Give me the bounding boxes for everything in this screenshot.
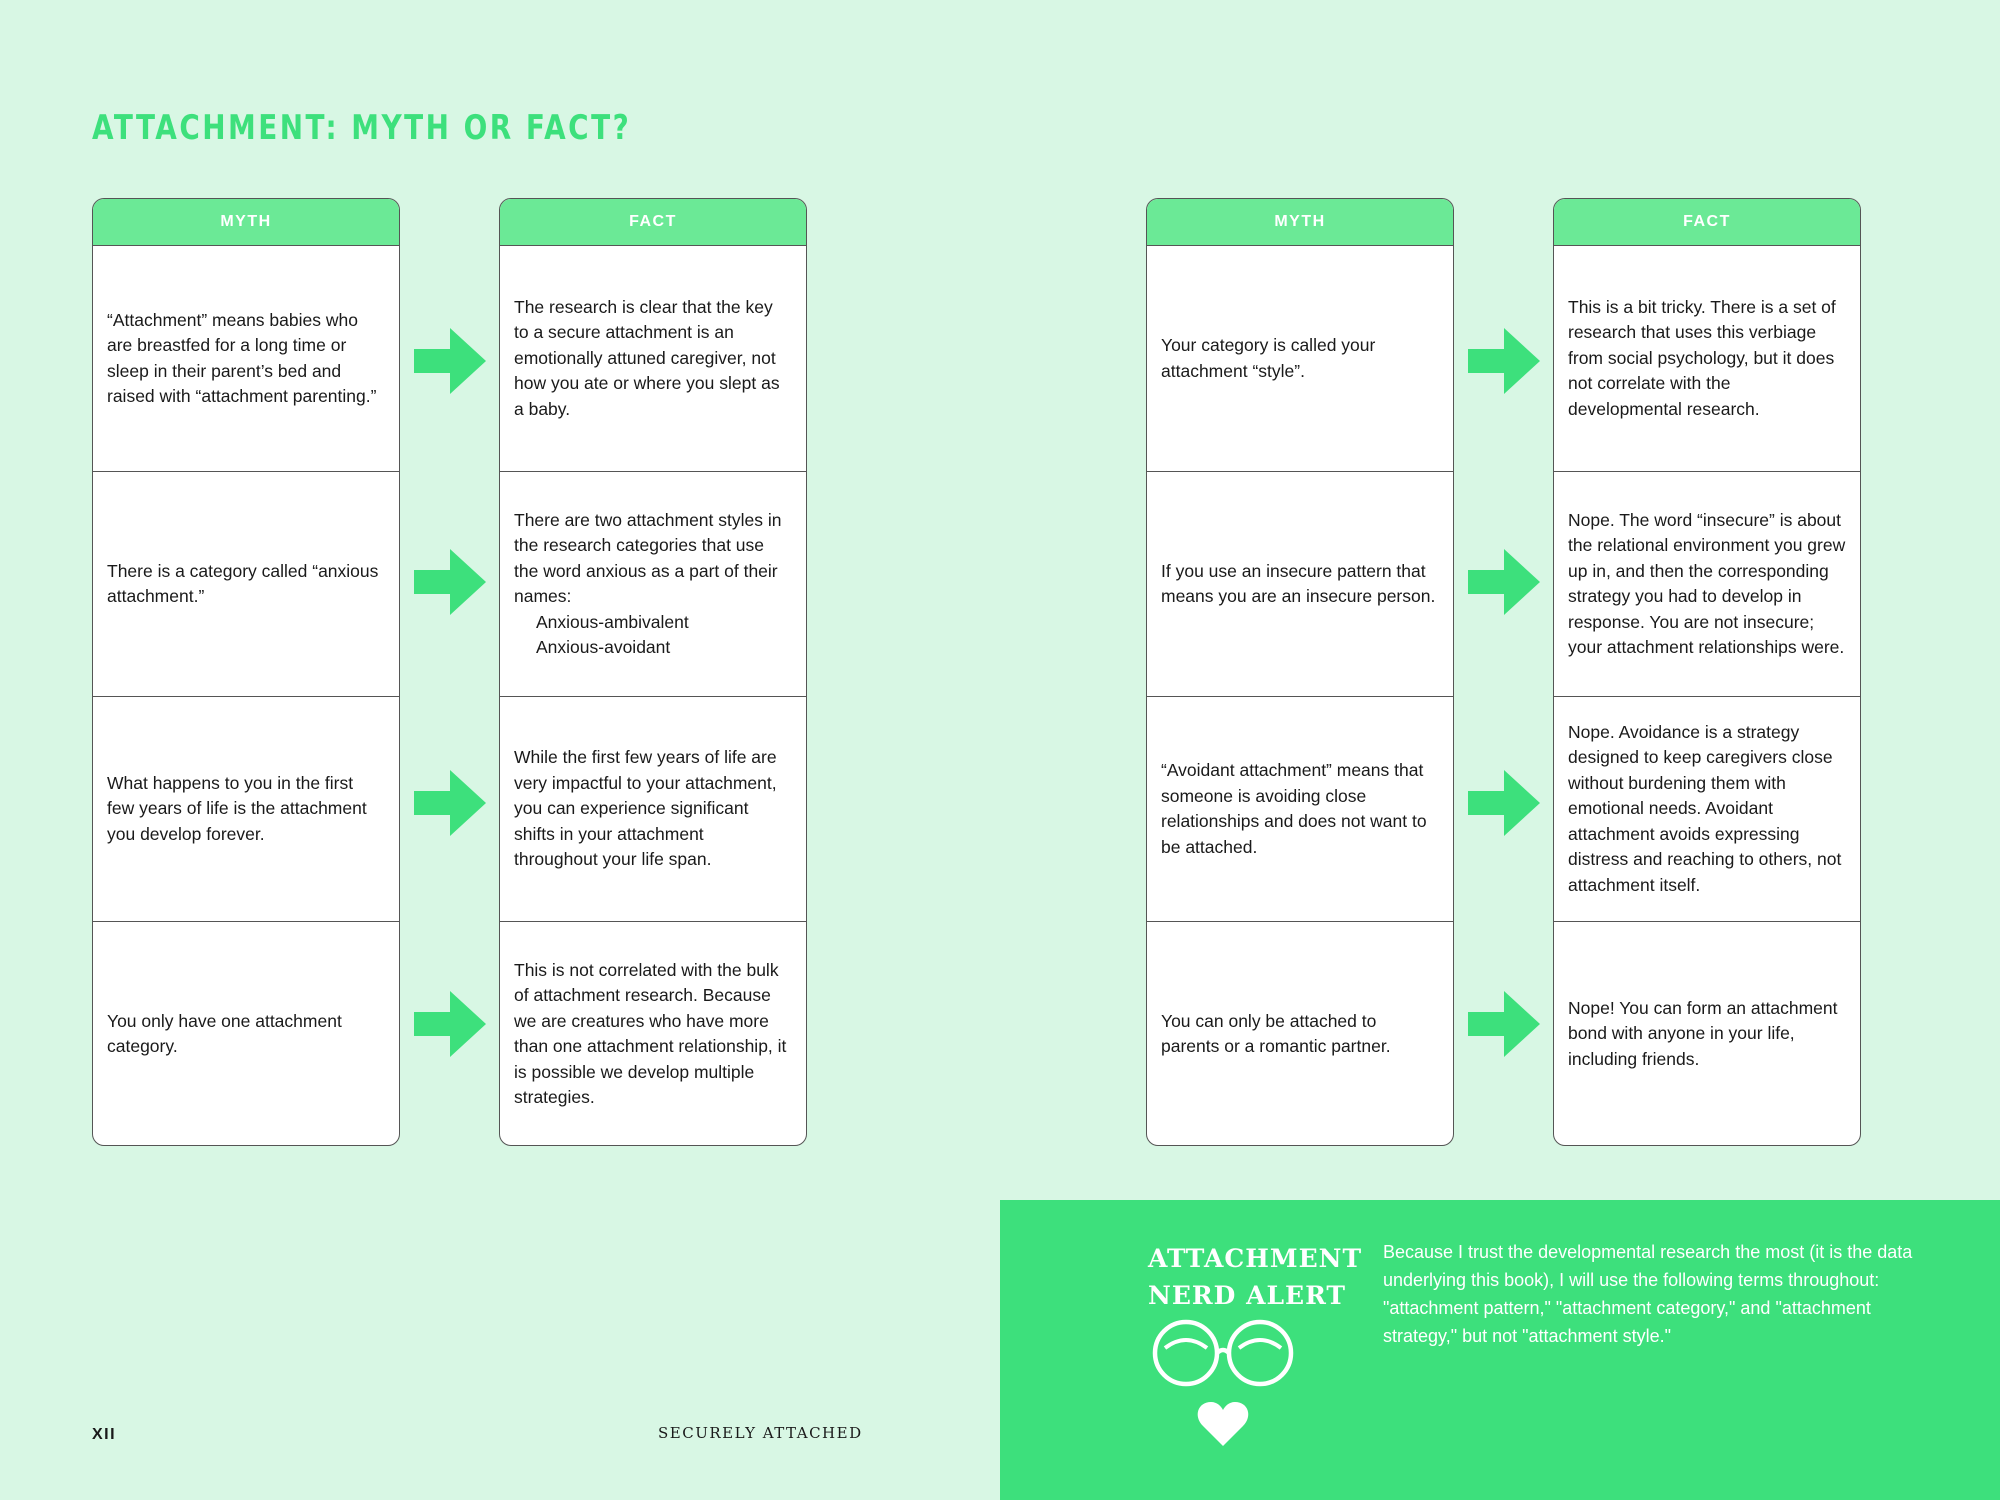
page-title: ATTACHMENT: MYTH OR FACT? bbox=[92, 108, 632, 148]
glasses-heart-icon bbox=[1148, 1318, 1300, 1448]
myth-cell bbox=[93, 696, 399, 921]
fact-text: While the first few years of life are very impactful to your attachment, you can experience significant shifts in your attachment throughout your life span. bbox=[514, 747, 777, 870]
myth-column-right bbox=[1146, 198, 1454, 1146]
fact-cell bbox=[1554, 246, 1860, 471]
myth-column-left bbox=[92, 198, 400, 1146]
fact-text: Nope. The word “insecure” is about the relational environment you grew up in, and then the corresponding strategy you had to develop in response. You are not insecure; your attachment relationships were. bbox=[1568, 509, 1846, 657]
fact-cell bbox=[500, 471, 806, 696]
myth-cell bbox=[1147, 246, 1453, 471]
right-arrow-icon bbox=[414, 988, 486, 1060]
myth-text: You can only be attached to parents or a romantic partner. bbox=[1161, 1010, 1391, 1056]
fact-header: FACT bbox=[500, 199, 806, 246]
myth-text: If you use an insecure pattern that means you are an insecure person. bbox=[1161, 560, 1436, 606]
myth-text: What happens to you in the first few years of life is the attachment you develop forever. bbox=[107, 772, 367, 844]
myth-cell bbox=[1147, 471, 1453, 696]
right-arrow-icon bbox=[1468, 325, 1540, 397]
nerd-alert-text: Because I trust the developmental research the most (it is the data underlying this book), I will use the following terms throughout: "attachment pattern," "attachment category," and "attachment strategy," but not "attachment style." bbox=[1383, 1242, 1913, 1346]
myth-header: MYTH bbox=[1147, 199, 1453, 246]
nerd-alert-title-line: ATTACHMENT bbox=[1148, 1244, 1363, 1273]
myth-cell bbox=[93, 246, 399, 471]
fact-list-item: Anxious-ambivalent bbox=[536, 611, 689, 632]
fact-cell bbox=[500, 696, 806, 921]
nerd-alert-title bbox=[1148, 1240, 1363, 1314]
right-arrow-icon bbox=[414, 546, 486, 618]
myth-cell bbox=[1147, 696, 1453, 921]
fact-text: There are two attachment styles in the research categories that use the word anxious as a part of their names: bbox=[514, 509, 782, 606]
fact-text: Nope. Avoidance is a strategy designed to keep caregivers close without burdening them with emotional needs. Avoidant attachment avoids expressing distress and reaching to others, not attachment itself. bbox=[1568, 721, 1842, 895]
fact-cell bbox=[1554, 471, 1860, 696]
fact-cell bbox=[500, 246, 806, 471]
fact-column-right bbox=[1553, 198, 1861, 1146]
fact-list-item: Anxious-avoidant bbox=[536, 637, 671, 657]
myth-text: “Attachment” means babies who are breastfed for a long time or sleep in their parent’s bed and raised with “attachment parenting.” bbox=[107, 309, 377, 406]
fact-cell bbox=[1554, 696, 1860, 921]
fact-text: This is not correlated with the bulk of attachment research. Because we are creatures who have more than one attachment relationship, it is possible we develop multiple strategies. bbox=[514, 959, 787, 1107]
myth-text: There is a category called “anxious attachment.” bbox=[107, 560, 379, 606]
fact-column-left bbox=[499, 198, 807, 1146]
myth-header: MYTH bbox=[93, 199, 399, 246]
fact-text-block bbox=[514, 508, 792, 661]
right-arrow-icon bbox=[414, 767, 486, 839]
myth-cell bbox=[1147, 921, 1453, 1146]
right-arrow-icon bbox=[414, 325, 486, 397]
myth-text: You only have one attachment category. bbox=[107, 1010, 342, 1056]
myth-cell bbox=[93, 921, 399, 1146]
fact-cell bbox=[500, 921, 806, 1146]
nerd-alert-title-line: NERD ALERT bbox=[1148, 1281, 1347, 1310]
right-arrow-icon bbox=[1468, 546, 1540, 618]
myth-text: “Avoidant attachment” means that someone is avoiding close relationships and does not want to be attached. bbox=[1161, 760, 1427, 857]
fact-text: Nope! You can form an attachment bond with anyone in your life, including friends. bbox=[1568, 997, 1838, 1069]
fact-text: This is a bit tricky. There is a set of research that uses this verbiage from social psychology, but it does not correlate with the developmental research. bbox=[1568, 296, 1836, 419]
fact-header: FACT bbox=[1554, 199, 1860, 246]
fact-text: The research is clear that the key to a secure attachment is an emotionally attuned caregiver, not how you ate or where you slept as a baby. bbox=[514, 296, 780, 419]
running-title: SECURELY ATTACHED bbox=[658, 1424, 863, 1442]
fact-cell bbox=[1554, 921, 1860, 1146]
page-number: XII bbox=[92, 1426, 117, 1443]
nerd-alert-panel bbox=[1000, 1200, 2000, 1500]
right-arrow-icon bbox=[1468, 988, 1540, 1060]
right-arrow-icon bbox=[1468, 767, 1540, 839]
myth-cell bbox=[93, 471, 399, 696]
myth-text: Your category is called your attachment “style”. bbox=[1161, 335, 1376, 381]
